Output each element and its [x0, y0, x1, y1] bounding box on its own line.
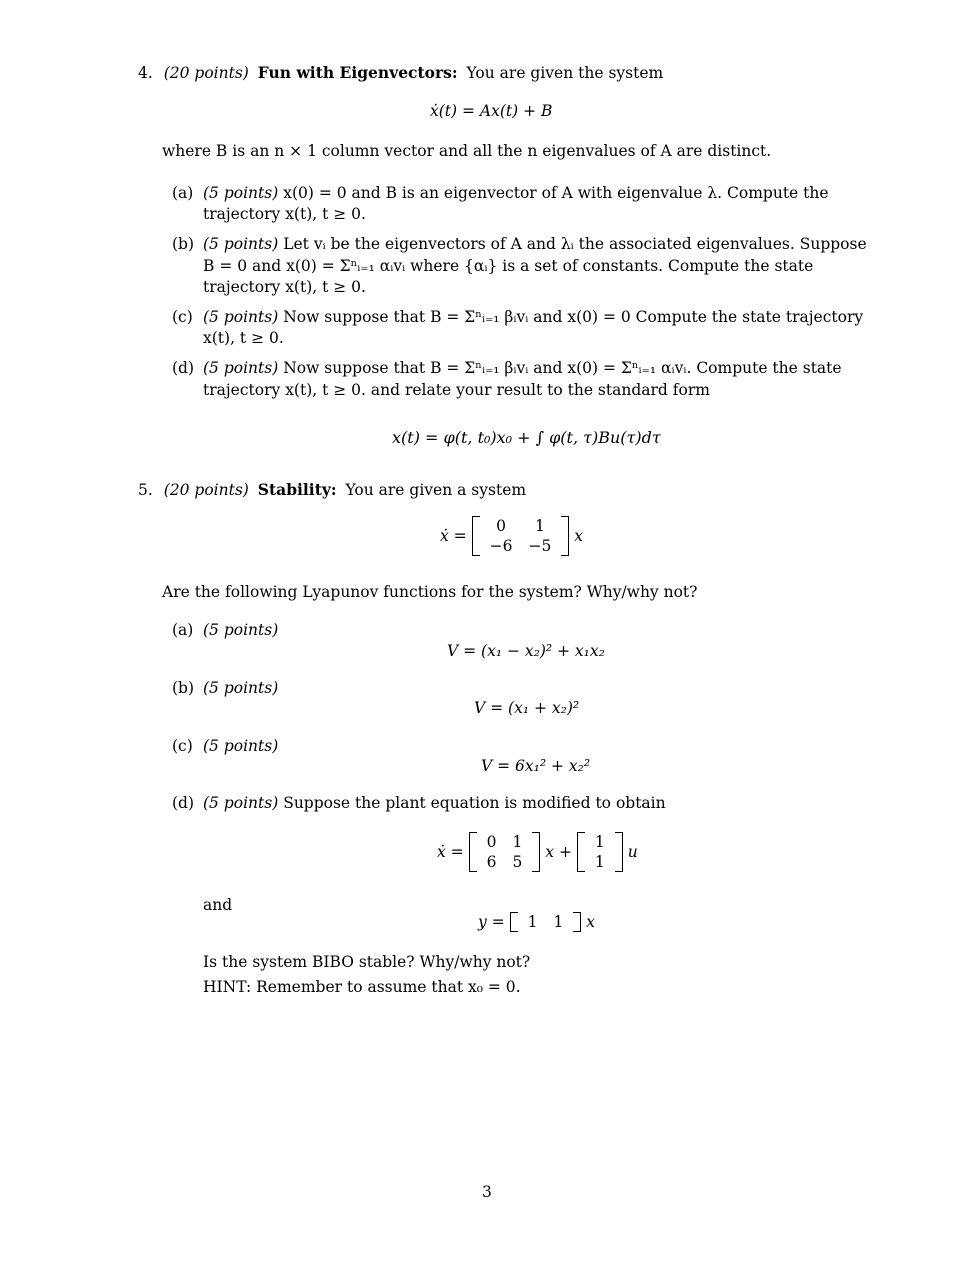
q4a-text1: x(0) = 0 and B is an eigenvector of A with eigenvalue λ. Compute the [283, 184, 829, 202]
q5d-A-matrix: 0 1 6 5 [469, 832, 541, 872]
q5a-equation: V = (x₁ − x₂)² + x₁x₂ [447, 642, 605, 660]
q4d-text2: trajectory x(t), t ≥ 0. and relate your result to the standard form [203, 381, 710, 399]
q5c-equation: V = 6x₁² + x₂² [481, 757, 591, 775]
q5-system-equation: ẋ = 0 1 −6 −5 x [440, 517, 583, 555]
q5-header [138, 481, 526, 500]
q4a-points: (5 points) [203, 184, 279, 202]
q5a-points: (5 points) [203, 621, 279, 639]
q5d-output-equation: y = 1 1 x [478, 913, 596, 931]
q4d-standard-form-equation: x(t) = φ(t, t₀)x₀ + ∫ φ(t, τ)Bu(τ)dτ [392, 428, 661, 447]
q4d-text1: Now suppose that B = Σⁿᵢ₌₁ βᵢvᵢ and x(0) = Σⁿᵢ₌₁ αᵢvᵢ. Compute the state [283, 359, 842, 377]
q5-points: (20 points) [163, 481, 249, 499]
q5d-points: (5 points) [203, 794, 279, 812]
q5d-and: and [203, 896, 233, 914]
q4c-label: (c) [172, 308, 193, 326]
q4c-line1 [203, 308, 863, 327]
q4-title: Fun with Eigenvectors: [257, 63, 458, 82]
q5d-text: Suppose the plant equation is modified to obtain [283, 794, 666, 812]
q4b-points: (5 points) [203, 235, 279, 253]
q4a-label: (a) [172, 184, 194, 202]
q5b-label: (b) [172, 679, 195, 697]
q5c-points: (5 points) [203, 737, 279, 755]
q5b-points: (5 points) [203, 679, 279, 697]
q4d-points: (5 points) [203, 359, 279, 377]
q4c-text2: x(t), t ≥ 0. [203, 329, 284, 347]
q4-intro: You are given the system [466, 64, 664, 82]
q4c-text1: Now suppose that B = Σⁿᵢ₌₁ βᵢvᵢ and x(0) = 0 Compute the state trajectory [283, 308, 864, 326]
q5d-line1 [203, 794, 666, 813]
q4a-line1 [203, 184, 863, 203]
q4b-text3: trajectory x(t), t ≥ 0. [203, 278, 366, 296]
q4b-text2: B = 0 and x(0) = Σⁿᵢ₌₁ αᵢvᵢ where {αᵢ} is a set of constants. Compute the state [203, 257, 814, 275]
q4-header [138, 64, 663, 83]
q5-intro: You are given a system [345, 481, 527, 499]
q4-system-equation: ẋ(t) = Ax(t) + B [430, 102, 553, 120]
q5-number: 5. [138, 481, 153, 499]
q5a-label: (a) [172, 621, 194, 639]
q5d-hint: HINT: Remember to assume that x₀ = 0. [203, 978, 521, 996]
q5d-bibo-question: Is the system BIBO stable? Why/why not? [203, 953, 531, 971]
q5b-equation: V = (x₁ + x₂)² [474, 699, 580, 717]
q4b-line1 [203, 235, 867, 254]
q5d-label: (d) [172, 794, 195, 812]
q5-system-matrix: 0 1 −6 −5 [472, 516, 570, 556]
q4a-text2: trajectory x(t), t ≥ 0. [203, 205, 366, 223]
q4c-points: (5 points) [203, 308, 279, 326]
q5d-plant-equation: ẋ = 0 1 6 5 x + 1 1 u [437, 833, 638, 871]
q5d-B-matrix: 1 1 [577, 832, 623, 872]
q4-number: 4. [138, 64, 153, 82]
q5-title: Stability: [257, 480, 337, 499]
q5c-label: (c) [172, 737, 193, 755]
q5d-C-matrix: 1 1 [510, 912, 582, 932]
q4b-text1: Let vᵢ be the eigenvectors of A and λᵢ the associated eigenvalues. Suppose [283, 235, 867, 253]
page-number: 3 [482, 1183, 492, 1201]
q5-question: Are the following Lyapunov functions for the system? Why/why not? [162, 583, 698, 601]
q4-points: (20 points) [163, 64, 249, 82]
q4d-line1 [203, 359, 842, 378]
q4-where-text: where B is an n × 1 column vector and all the n eigenvalues of A are distinct. [162, 142, 772, 160]
q4b-label: (b) [172, 235, 195, 253]
q4d-label: (d) [172, 359, 195, 377]
